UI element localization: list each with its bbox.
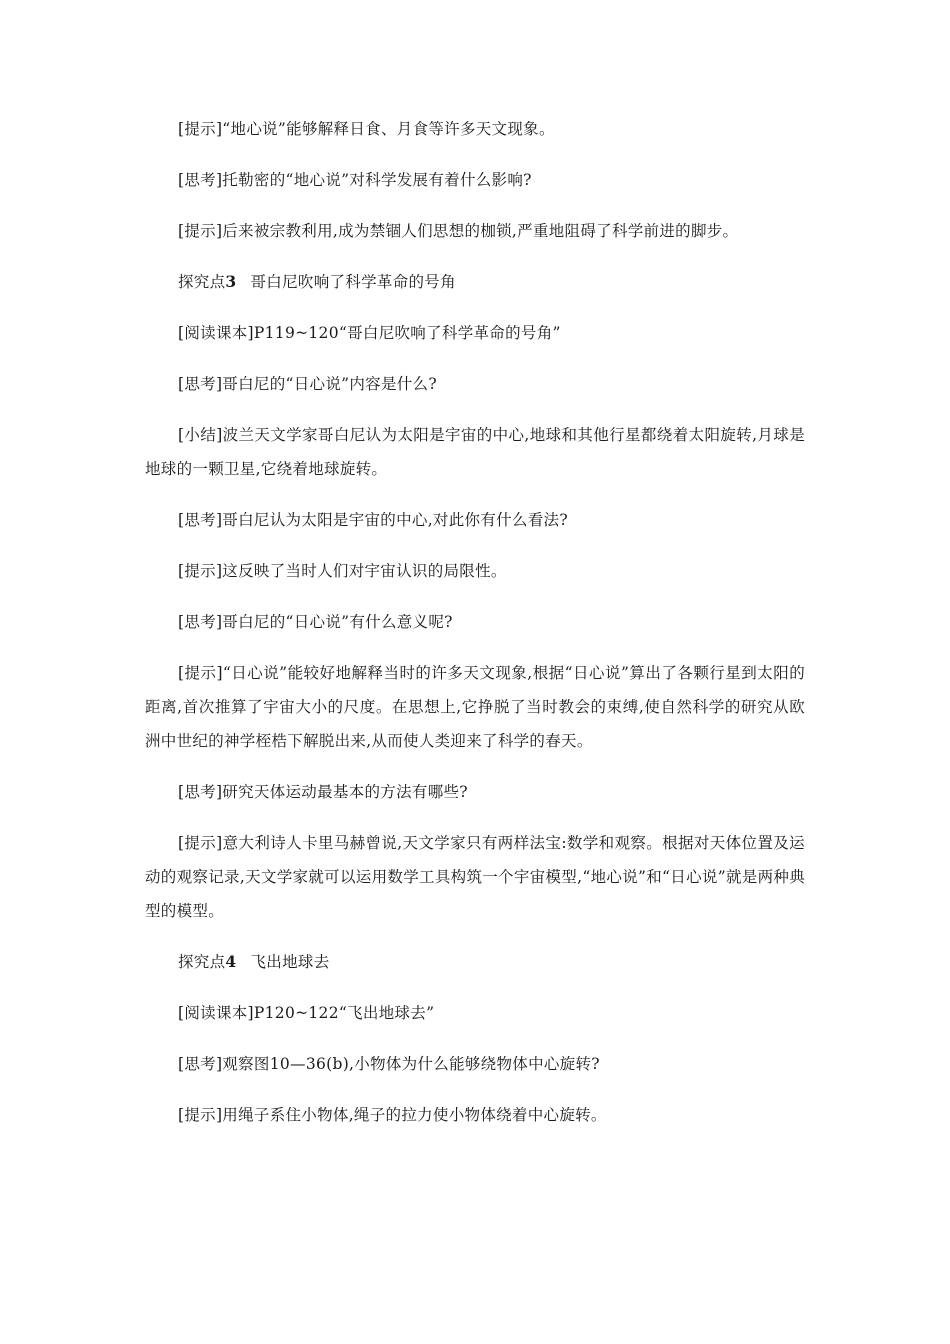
paragraph-hint-1: [提示]“地心说”能够解释日食、月食等许多天文现象。	[178, 120, 555, 138]
paragraph-summary-1: [小结]波兰天文学家哥白尼认为太阳是宇宙的中心,地球和其他行星都绕着太阳旋转,月球是地球的一颗卫星,它绕着地球旋转。	[145, 426, 805, 478]
paragraph-question-2: [思考]哥白尼的“日心说”内容是什么?	[178, 375, 437, 393]
section-title: 飞出地球去	[250, 953, 330, 971]
paragraph-hint-4: [提示]“日心说”能较好地解释当时的许多天文现象,根据“日心说”算出了各颗行星到太阳的距离,首次推算了宇宙大小的尺度。在思想上,它挣脱了当时教会的束缚,使自然科学的研究从欧洲中世纪的神学桎梏下解脱出来,从而使人类迎来了科学的春天。	[145, 664, 805, 750]
paragraph-reading-1: [阅读课本]P119~120“哥白尼吹响了科学革命的号角”	[178, 324, 561, 342]
paragraph-question-6: [思考]观察图10—36(b),小物体为什么能够绕物体中心旋转?	[178, 1055, 600, 1073]
section-number: 3	[225, 272, 237, 291]
section-heading-4	[145, 945, 805, 979]
document-page	[145, 112, 805, 1149]
paragraph-reading-2: [阅读课本]P120~122“飞出地球去”	[178, 1004, 435, 1022]
section-label: 探究点	[178, 273, 226, 291]
section-number: 4	[225, 952, 237, 971]
paragraph-question-1: [思考]托勒密的“地心说”对科学发展有着什么影响?	[178, 171, 532, 189]
paragraph-question-3: [思考]哥白尼认为太阳是宇宙的中心,对此你有什么看法?	[178, 511, 568, 529]
paragraph-hint-2: [提示]后来被宗教利用,成为禁锢人们思想的枷锁,严重地阻碍了科学前进的脚步。	[178, 222, 739, 240]
paragraph-hint-6: [提示]用绳子系住小物体,绳子的拉力使小物体绕着中心旋转。	[178, 1106, 607, 1124]
paragraph-hint-3: [提示]这反映了当时人们对宇宙认识的局限性。	[178, 562, 507, 580]
paragraph-question-4: [思考]哥白尼的“日心说”有什么意义呢?	[178, 613, 453, 631]
section-heading-3	[145, 265, 805, 299]
section-label: 探究点	[178, 953, 226, 971]
paragraph-hint-5: [提示]意大利诗人卡里马赫曾说,天文学家只有两样法宝:数学和观察。根据对天体位置及运动的观察记录,天文学家就可以运用数学工具构筑一个宇宙模型,“地心说”和“日心说”就是两种典型的模型。	[145, 834, 805, 920]
paragraph-question-5: [思考]研究天体运动最基本的方法有哪些?	[178, 783, 468, 801]
section-title: 哥白尼吹响了科学革命的号角	[250, 273, 456, 291]
